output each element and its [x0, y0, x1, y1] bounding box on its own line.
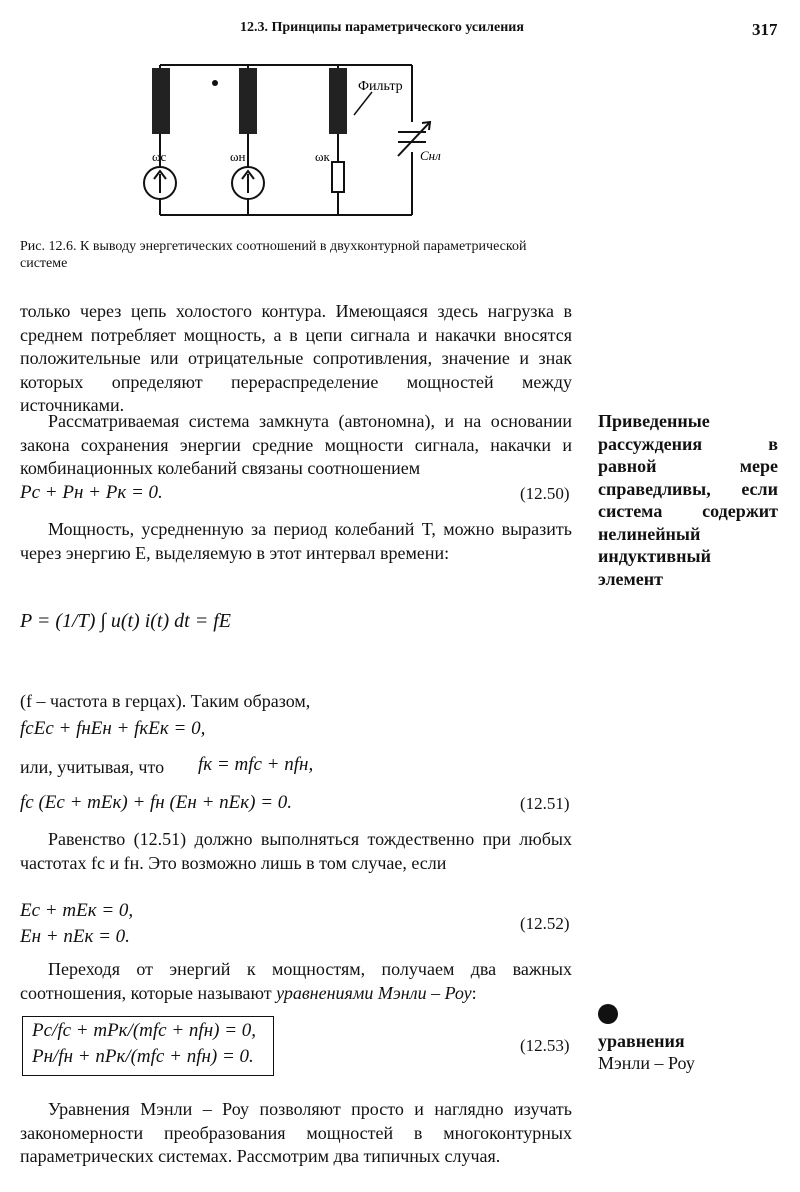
equation-number-12-51: (12.51) — [520, 794, 570, 813]
paragraph-7-text: Переходя от энергий к мощностям, получаем два важных соотношения, которые называют — [20, 959, 572, 1003]
label-omega-k: ωк — [315, 149, 330, 164]
equation-12-52-b: Eн + nEк = 0. — [20, 926, 130, 947]
page-number: 317 — [752, 20, 778, 39]
term-manley-rowe: уравнениями Мэнли – Роу — [276, 982, 472, 1003]
paragraph-6: Равенство (12.51) должно выполняться тождественно при любых частотах fс и fн. Это возможно лишь в том случае, если — [20, 829, 572, 873]
equation-power-integral: P = (1/T) ∫ u(t) i(t) dt = fE — [20, 610, 231, 632]
sidebar-term-line1: уравнения — [598, 1031, 685, 1051]
paragraph-1: только через цепь холостого контура. Имеющаяся здесь нагрузка в среднем потребляет мощность, а в цепи сигнала и накачки вносятся положительные или отрицательные сопротивления, значение и знак которых определяют перераспределение мощностей между источниками. — [20, 301, 572, 416]
equation-12-50: Pс + Pн + Pк = 0. — [20, 482, 163, 503]
resistor-icon — [332, 162, 344, 192]
label-omega-c: ωс — [152, 149, 167, 164]
paragraph-8: Уравнения Мэнли – Роу позволяют просто и наглядно изучать закономерности преобразования мощностей в многоконтурных параметрических системах. Рассмотрим два типичных случая. — [20, 1099, 572, 1167]
sidebar-note: Приведенные рассуждения в равной мере справедливы, если система содержит нелинейный индуктивный элемент — [598, 411, 778, 589]
sidebar-term-line2: Мэнли – Роу — [598, 1053, 695, 1073]
circuit-figure — [140, 50, 470, 220]
label-omega-n: ωн — [230, 149, 246, 164]
label-capacitor: Cнл — [420, 148, 441, 163]
equation-number-12-52: (12.52) — [520, 914, 570, 933]
paragraph-4: (f – частота в герцах). Таким образом, — [20, 691, 311, 711]
figure-caption: Рис. 12.6. К выводу энергетических соотношений в двухконтурной параметрической системе — [20, 239, 527, 271]
equation-energy-sum: fсEс + fнEн + fкEк = 0, — [20, 718, 206, 739]
equation-number-12-50: (12.50) — [520, 484, 570, 503]
paragraph-7: Переходя от энергий к мощностям, получаем два важных соотношения, которые называют уравнениями Мэнли – Роу: — [20, 959, 572, 1003]
paragraph-2: Рассматриваемая система замкнута (автономна), и на основании закона сохранения энергии средние мощности сигнала, накачки и комбинационных колебаний связаны соотношением — [20, 411, 572, 479]
coil-pump — [239, 68, 257, 134]
equation-number-12-53: (12.53) — [520, 1036, 570, 1055]
running-header: 12.3. Принципы параметрического усиления — [240, 20, 524, 35]
equation-12-53-a: Pс/fс + mPк/(mfс + nfн) = 0, — [32, 1020, 257, 1041]
paragraph-5: или, учитывая, что — [20, 757, 165, 777]
equation-12-53-b: Pн/fн + nPк/(mfс + nfн) = 0. — [32, 1046, 254, 1067]
equation-12-51: fс (Eс + mEк) + fн (Eн + nEк) = 0. — [20, 792, 293, 813]
bullet-icon — [598, 1004, 618, 1024]
coil-idler — [329, 68, 347, 134]
equation-fk: fк = mfс + nfн, — [198, 754, 314, 775]
label-filter: Фильтр — [358, 79, 403, 94]
paragraph-3: Мощность, усредненную за период колебаний T, можно выразить через энергию E, выделяемую в этот интервал времени: — [20, 519, 572, 563]
equation-12-52-a: Eс + mEк = 0, — [20, 900, 134, 921]
coil-signal — [152, 68, 170, 134]
